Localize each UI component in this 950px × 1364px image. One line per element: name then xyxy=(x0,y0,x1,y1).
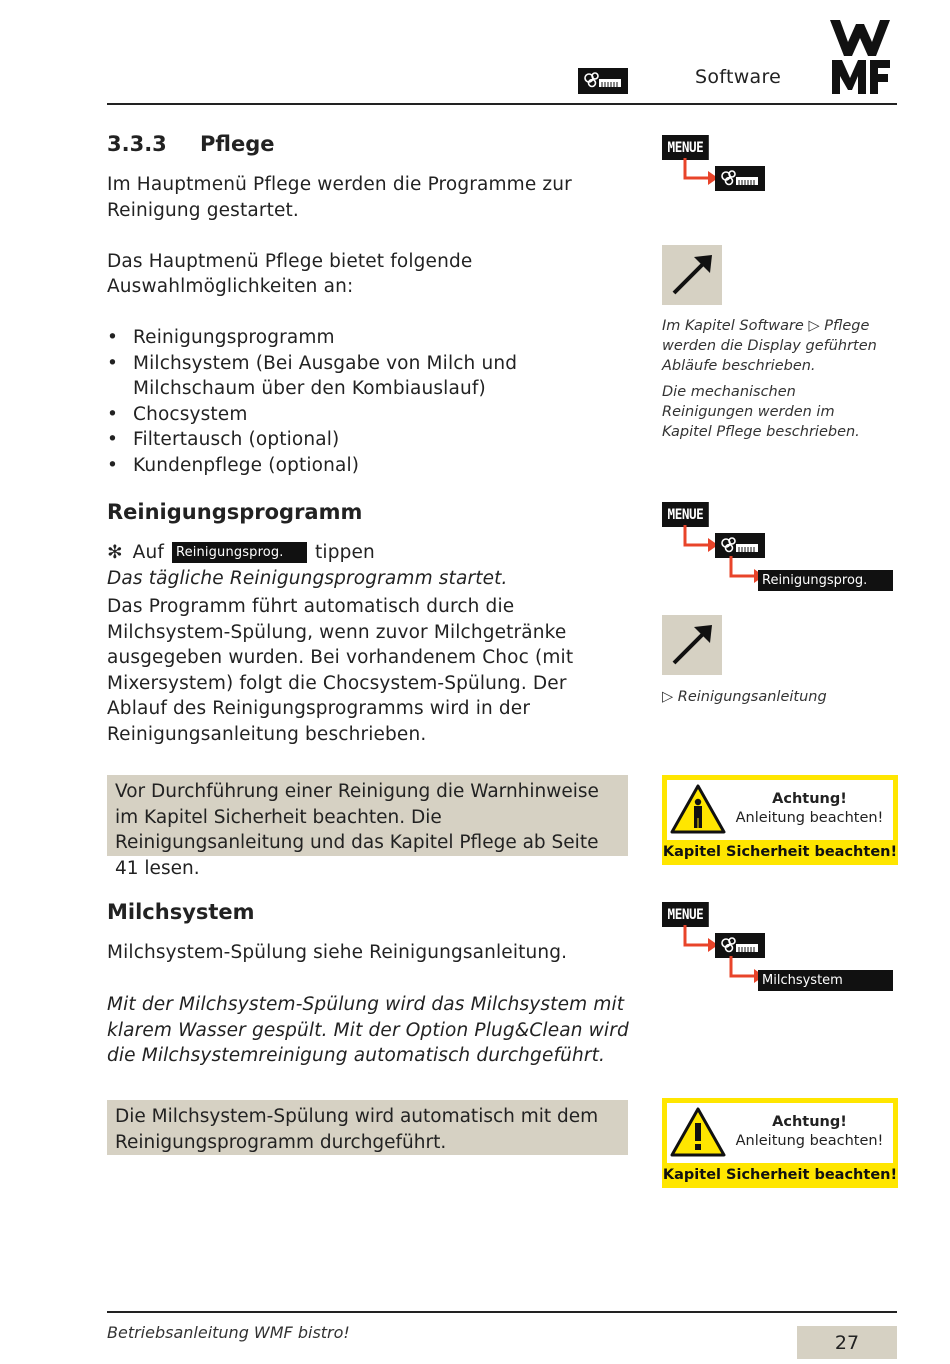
menu-icon: MENUE xyxy=(662,502,709,527)
path-arrow-icon xyxy=(680,525,720,555)
warning-exclamation-icon xyxy=(670,1107,726,1157)
reinigung-ref-text: Reinigungsanleitung xyxy=(677,689,827,705)
warning-box xyxy=(662,1098,898,1188)
warning-box xyxy=(662,775,898,865)
warning-triangle-icon xyxy=(670,784,726,834)
side-note-1-post: Pflege werden die Display geführten Abläufe beschrieben. xyxy=(662,318,877,374)
path-arrow-icon xyxy=(680,158,720,188)
reinigung-result: Das tägliche Reinigungsprogramm startet. xyxy=(107,568,508,589)
header-rule xyxy=(107,103,897,105)
chapter-intro: Im Hauptmenü Pflege werden die Programme zur Reinigung gestartet. xyxy=(107,174,572,221)
side-note-1 xyxy=(662,316,892,376)
chapter-title: Pflege xyxy=(200,132,275,156)
options-list xyxy=(107,325,627,478)
footer-rule xyxy=(107,1311,897,1313)
reinigung-body: Das Programm führt automatisch durch die Milchsystem-Spülung, wenn zuvor Milchgetränke ausgegeben wurden. Bei vorhandenem Choc (mit Mixersystem) folgt die Chocsystem-Spülung. Der Ablauf des Reinigungsprogramms wird in der Reinigungsanleitung beschrieben. xyxy=(107,596,574,745)
footer-manual-title: Betriebsanleitung WMF bistro! xyxy=(107,1323,350,1342)
triangle-right-icon: ▷ xyxy=(808,318,820,334)
warning-footer: Kapitel Sicherheit beachten! xyxy=(662,1167,898,1183)
reinigungsprog-button[interactable]: Reinigungsprog. xyxy=(172,542,307,563)
list-item: • Kundenpflege (optional) xyxy=(107,453,627,479)
chapter-number: 3.3.3 xyxy=(107,132,167,156)
warning-title: Achtung! xyxy=(772,1114,847,1130)
reference-arrow-icon xyxy=(662,615,722,675)
warning-text: Anleitung beachten! xyxy=(735,810,884,826)
path-label-milchsystem: Milchsystem xyxy=(758,970,893,991)
reinigung-heading: Reinigungsprogramm xyxy=(107,500,363,524)
menu-icon: MENUE xyxy=(662,902,709,927)
milch-heading: Milchsystem xyxy=(107,900,255,924)
care-menu-icon xyxy=(715,533,765,558)
list-item: • Milchsystem (Bei Ausgabe von Milch und Milchschaum über den Kombiauslauf) xyxy=(107,351,627,402)
step-post: tippen xyxy=(315,542,375,563)
warning-text: Anleitung beachten! xyxy=(735,1133,884,1149)
reinigung-ref xyxy=(662,687,827,707)
warning-title: Achtung! xyxy=(772,791,847,807)
triangle-right-icon: ▷ xyxy=(662,689,674,705)
milch-line: Milchsystem-Spülung siehe Reinigungsanleitung. xyxy=(107,942,568,963)
path-label-reinigungsprog: Reinigungsprog. xyxy=(758,570,893,591)
reinigung-note: Vor Durchführung einer Reinigung die Warnhinweise im Kapitel Sicherheit beachten. Die Reinigungsanleitung und das Kapitel Pflege ab Seite 41 lesen. xyxy=(107,775,628,856)
options-intro-line2: Auswahlmöglichkeiten an: xyxy=(107,276,354,297)
care-menu-icon xyxy=(715,933,765,958)
milch-note: Die Milchsystem-Spülung wird automatisch mit dem Reinigungsprogramm durchgeführt. xyxy=(107,1100,628,1155)
page-number: 27 xyxy=(797,1326,897,1359)
warning-footer: Kapitel Sicherheit beachten! xyxy=(662,844,898,860)
side-note-2: Die mechanischen Reinigungen werden im Kapitel Pflege beschrieben. xyxy=(662,384,860,440)
milch-italic: Mit der Milchsystem-Spülung wird das Milchsystem mit klarem Wasser gespült. Mit der Option Plug&Clean wird die Milchsystemreinigung automatisch durchgeführt. xyxy=(107,994,629,1066)
list-item: • Reinigungsprogramm xyxy=(107,325,627,351)
header-section-title: Software xyxy=(695,66,782,88)
step-pre: Auf xyxy=(132,542,164,563)
care-menu-icon xyxy=(578,68,628,94)
wmf-logo xyxy=(828,16,892,96)
path-arrow-icon xyxy=(680,925,720,955)
reinigung-step xyxy=(107,540,627,566)
list-item: • Chocsystem xyxy=(107,402,627,428)
touch-icon: ✻ xyxy=(107,542,123,563)
menu-icon: MENUE xyxy=(662,135,709,160)
options-intro-line1: Das Hauptmenü Pflege bietet folgende xyxy=(107,251,473,272)
reference-arrow-icon xyxy=(662,245,722,305)
care-menu-icon xyxy=(715,166,765,191)
side-note-1-pre: Im Kapitel Software xyxy=(662,318,804,334)
list-item: • Filtertausch (optional) xyxy=(107,427,627,453)
